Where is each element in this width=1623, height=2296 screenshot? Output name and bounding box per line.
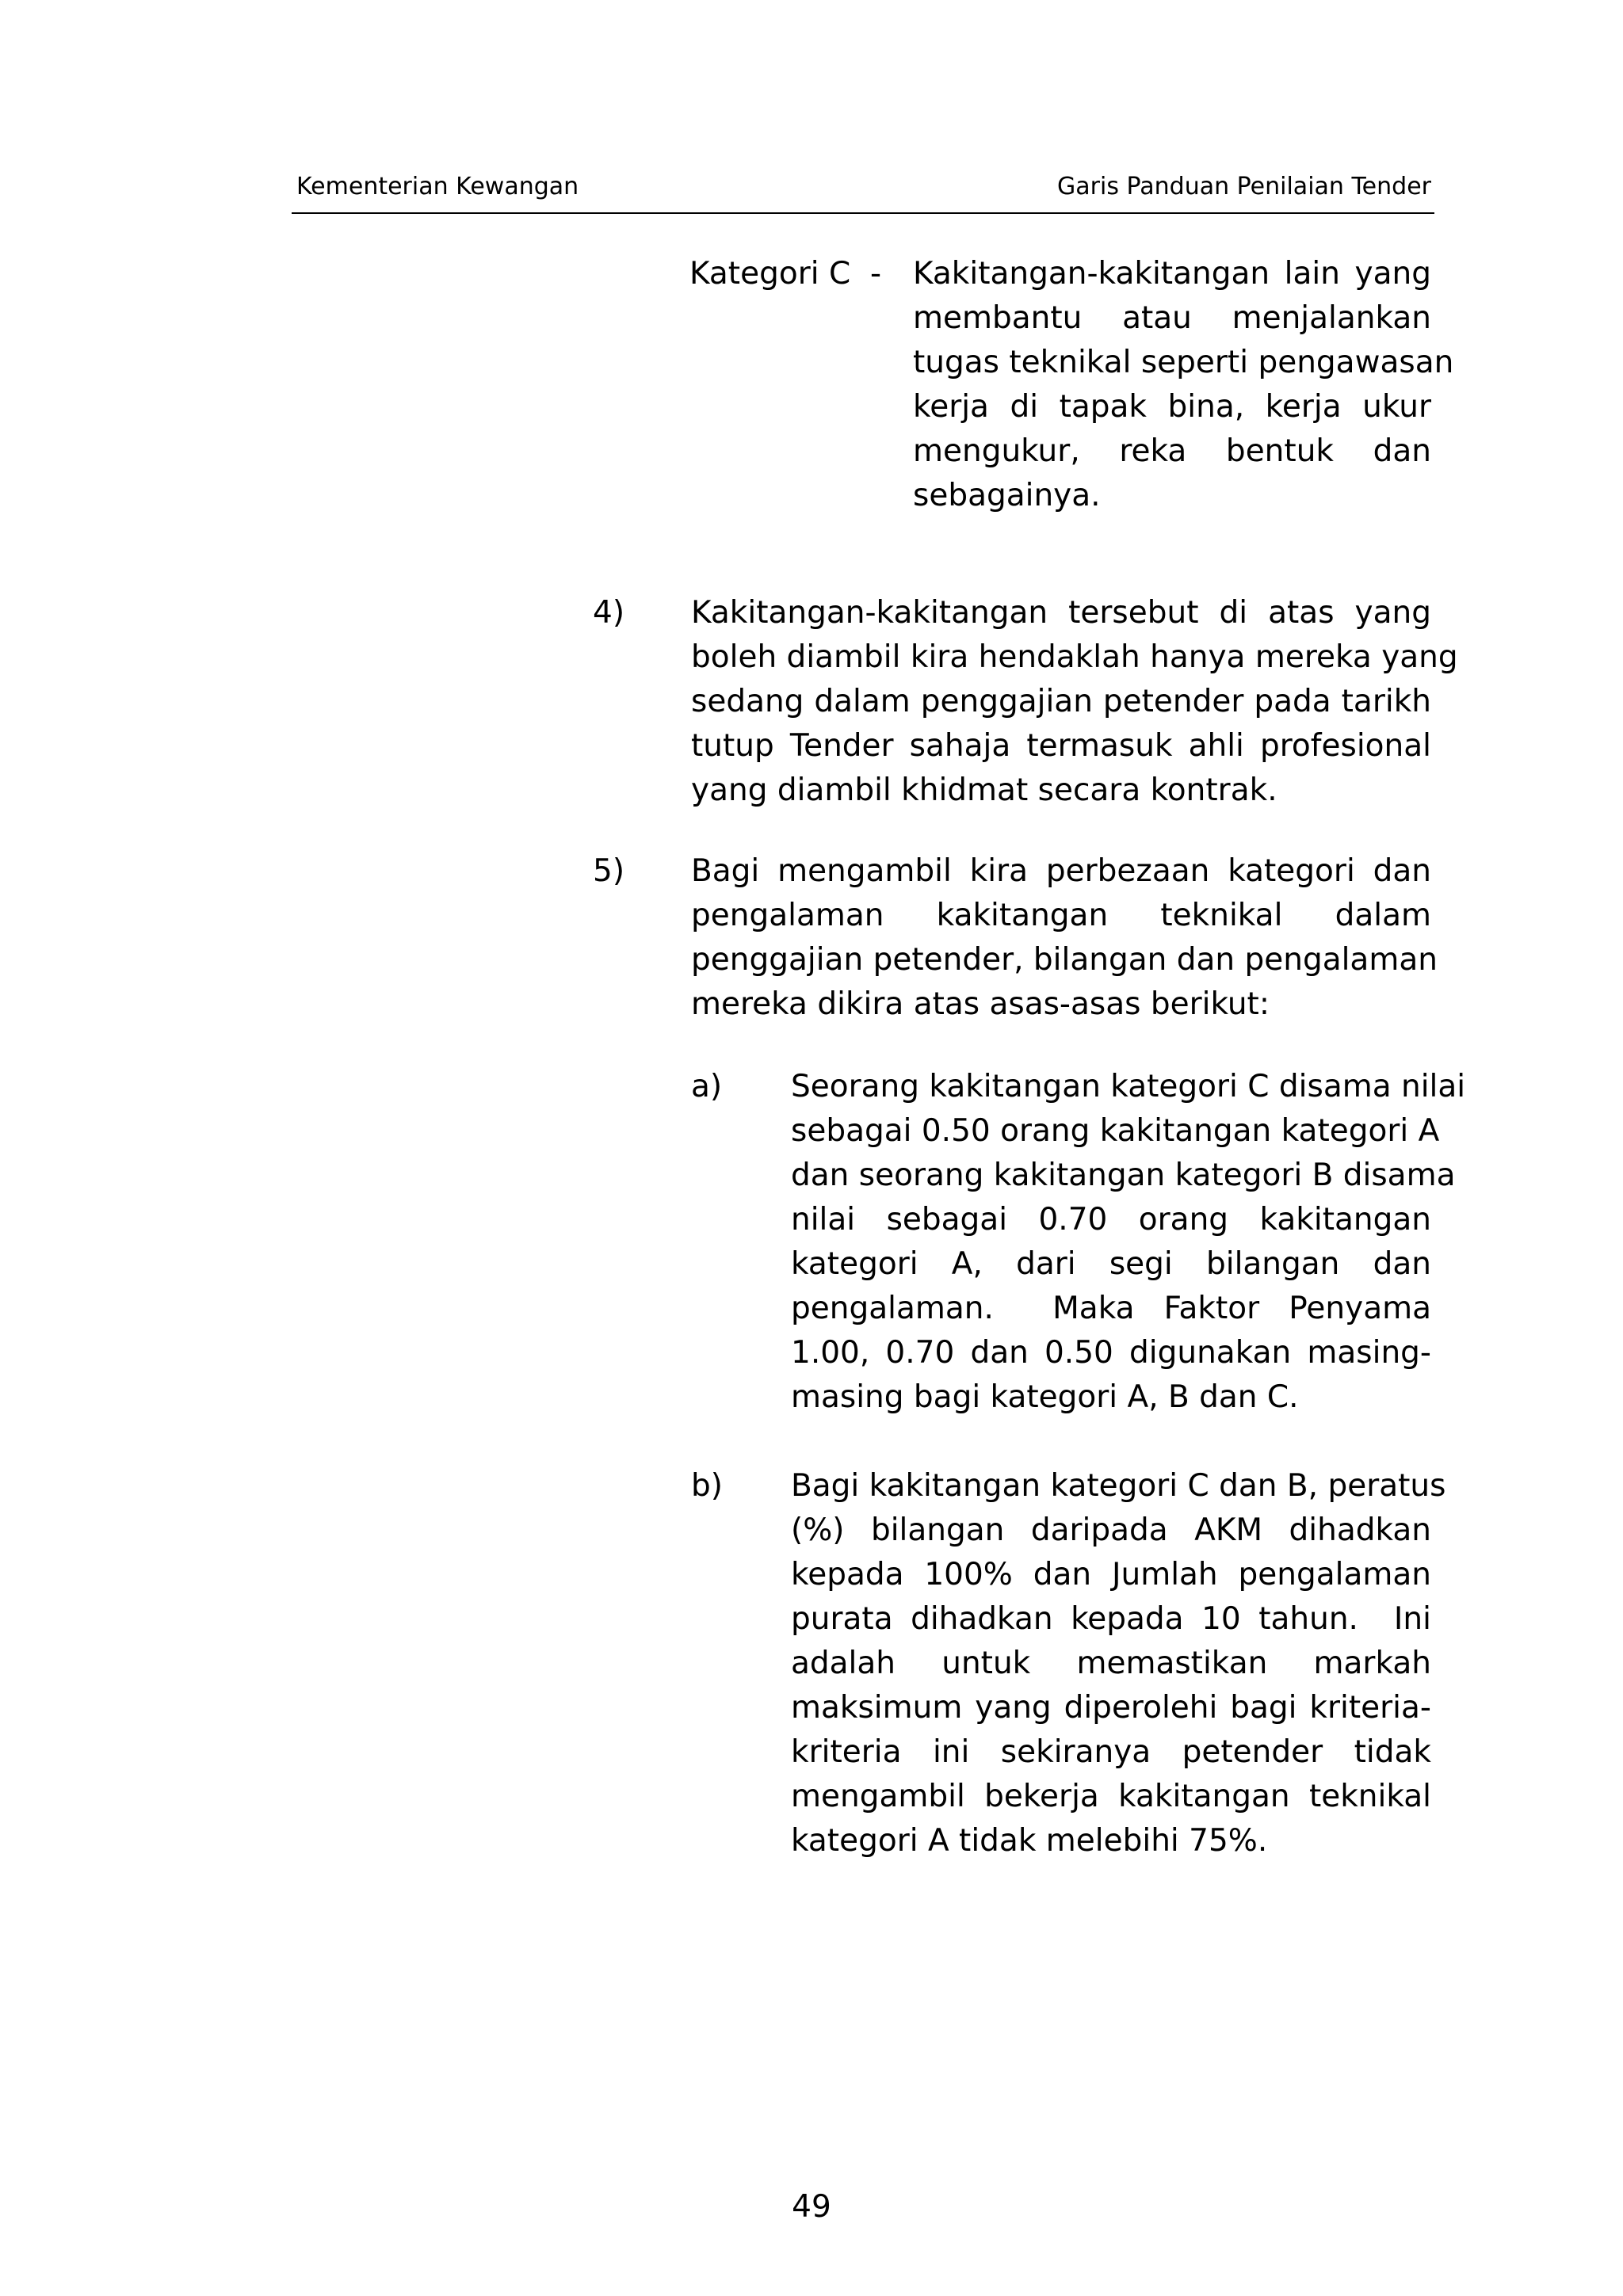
text-line: sedang dalam penggajian petender pada tarikh — [691, 684, 1431, 719]
text-line: mengukur, reka bentuk dan — [913, 433, 1431, 469]
header-ministry: Kementerian Kewangan — [296, 173, 579, 200]
item-4-paragraph — [691, 591, 1458, 813]
text-line: kerja di tapak bina, kerja ukur — [913, 389, 1431, 425]
text-line: masing bagi kategori A, B dan C. — [791, 1379, 1299, 1415]
text-line: mereka dikira atas asas-asas berikut: — [691, 986, 1270, 1022]
category-c-label: Kategori C - — [689, 256, 882, 292]
text-line: membantu atau menjalankan — [913, 300, 1431, 336]
header-document-title: Garis Panduan Penilaian Tender — [1057, 173, 1431, 200]
text-line: Kakitangan-kakitangan lain yang — [913, 256, 1431, 292]
text-line: nilai sebagai 0.70 orang kakitangan — [791, 1202, 1431, 1238]
category-c-definition — [913, 252, 1454, 518]
text-line: kategori A tidak melebihi 75%. — [791, 1823, 1268, 1859]
page-header — [292, 166, 1434, 214]
text-line: Bagi kakitangan kategori C dan B, peratus — [791, 1468, 1446, 1504]
text-line: yang diambil khidmat secara kontrak. — [691, 772, 1277, 808]
text-line: boleh diambil kira hendaklah hanya mereka yang — [691, 639, 1458, 675]
item-5a-marker: a) — [691, 1069, 723, 1104]
text-line: kategori A, dari segi bilangan dan — [791, 1246, 1431, 1282]
text-line: sebagai 0.50 orang kakitangan kategori A — [791, 1113, 1440, 1149]
text-line: penggajian petender, bilangan dan pengalaman — [691, 942, 1438, 978]
text-line: sebagainya. — [913, 478, 1101, 513]
item-5-paragraph — [691, 849, 1438, 1027]
page-number: 49 — [792, 2189, 831, 2225]
text-line: Bagi mengambil kira perbezaan kategori dan — [691, 853, 1431, 889]
text-line: pengalaman. Maka Faktor Penyama — [791, 1291, 1431, 1326]
item-5a-paragraph — [791, 1065, 1466, 1420]
text-line: Kakitangan-kakitangan tersebut di atas yang — [691, 595, 1431, 631]
text-line: tugas teknikal seperti pengawasan — [913, 345, 1454, 380]
text-line: tutup Tender sahaja termasuk ahli profesional — [691, 728, 1431, 764]
text-line: (%) bilangan daripada AKM dihadkan — [791, 1512, 1431, 1548]
item-5b-marker: b) — [691, 1468, 723, 1504]
text-line: 1.00, 0.70 dan 0.50 digunakan masing- — [791, 1335, 1431, 1371]
item-5-marker: 5) — [593, 853, 625, 889]
text-line: adalah untuk memastikan markah — [791, 1646, 1431, 1681]
text-line: pengalaman kakitangan teknikal dalam — [691, 898, 1431, 933]
item-4-marker: 4) — [593, 595, 625, 631]
text-line: mengambil bekerja kakitangan teknikal — [791, 1779, 1431, 1814]
text-line: dan seorang kakitangan kategori B disama — [791, 1158, 1456, 1193]
text-line: purata dihadkan kepada 10 tahun. Ini — [791, 1601, 1431, 1637]
text-line: kriteria ini sekiranya petender tidak — [791, 1734, 1431, 1770]
text-line: Seorang kakitangan kategori C disama nilai — [791, 1069, 1466, 1104]
text-line: kepada 100% dan Jumlah pengalaman — [791, 1557, 1431, 1592]
text-line: maksimum yang diperolehi bagi kriteria- — [791, 1690, 1431, 1726]
item-5b-paragraph — [791, 1464, 1446, 1863]
